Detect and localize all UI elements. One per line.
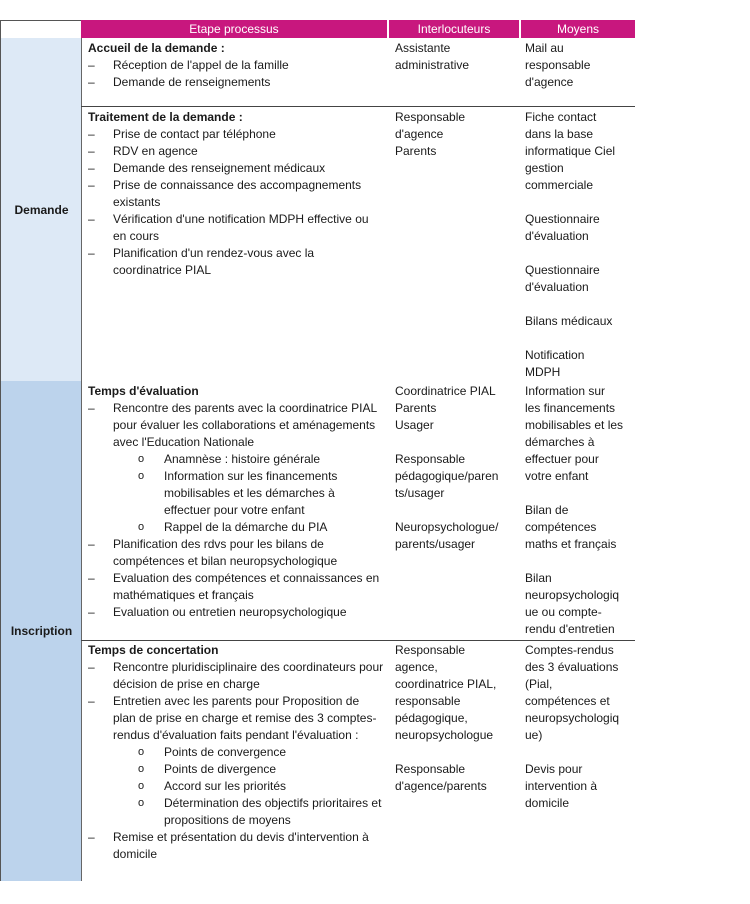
sub-list-item: o Information sur les financements mobilisables et les démarches à effectuer pour votre enfant — [88, 468, 384, 519]
text-line: gestion — [525, 161, 564, 175]
section-title-evaluation: Temps d'évaluation — [88, 384, 199, 398]
text-line: neuropsychologue — [395, 728, 494, 742]
row-traitement-etape — [88, 109, 384, 279]
text-line: MDPH — [525, 365, 561, 379]
text-line: neuropsychologiq — [525, 711, 620, 725]
text-line: coordinatrice PIAL, — [395, 677, 497, 691]
text-line: maths et français — [525, 537, 617, 551]
text-line: neuropsychologiq — [525, 588, 620, 602]
text-line: d'agence — [525, 75, 574, 89]
text-line: ue ou compte- — [525, 605, 602, 619]
text-line: Coordinatrice PIAL — [395, 384, 496, 398]
spacer — [395, 502, 517, 519]
text-line: d'évaluation — [525, 229, 589, 243]
category-demande: Demande — [0, 38, 82, 381]
text-line: informatique Ciel — [525, 144, 616, 158]
section-title-traitement: Traitement de la demande : — [88, 110, 243, 124]
text-line: pédagogique/paren — [395, 469, 499, 483]
list-item: – Prise de connaissance des accompagnements existants — [88, 177, 384, 211]
text-line: responsable — [525, 58, 591, 72]
spacer — [525, 245, 631, 262]
row-traitement-moyens — [525, 109, 631, 381]
spacer — [525, 296, 631, 313]
list-item: – Planification des rdvs pour les bilans de compétences et bilan neuropsychologique — [88, 536, 384, 570]
row-accueil-etape — [88, 40, 384, 91]
text-line: domicile — [525, 796, 570, 810]
row-separator — [81, 106, 635, 107]
text-line: compétences et — [525, 694, 610, 708]
text-line: d'évaluation — [525, 280, 589, 294]
spacer — [525, 553, 631, 570]
row-separator — [81, 640, 635, 641]
text-line: Questionnaire — [525, 263, 600, 277]
text-line: administrative — [395, 58, 470, 72]
text-line: Responsable — [395, 110, 466, 124]
text-line: Bilan — [525, 571, 552, 585]
text-line: Responsable — [395, 452, 466, 466]
text-line: Questionnaire — [525, 212, 600, 226]
row-concertation-moyens — [525, 642, 631, 812]
row-accueil-moyens — [525, 40, 631, 91]
spacer — [525, 330, 631, 347]
list-item: – Planification d'un rendez-vous avec la coordinatrice PIAL — [88, 245, 384, 279]
text-line: effectuer pour — [525, 452, 599, 466]
text-line: Responsable — [395, 643, 466, 657]
header-etape-processus: Etape processus — [81, 20, 387, 38]
list-item: – Vérification d'une notification MDPH effective ou en cours — [88, 211, 384, 245]
list-item: – Evaluation des compétences et connaissances en mathématiques et français — [88, 570, 384, 604]
evaluation-sublist — [88, 451, 384, 536]
text-line: des 3 évaluations — [525, 660, 619, 674]
text-line: Assistante — [395, 41, 451, 55]
text-line: Fiche contact — [525, 110, 597, 124]
list-item — [88, 400, 384, 536]
sub-list-item: o Rappel de la démarche du PIA — [88, 519, 384, 536]
list-item: – Demande des renseignement médicaux — [88, 160, 384, 177]
list-item: – Demande de renseignements — [88, 74, 384, 91]
evaluation-list — [88, 400, 384, 621]
list-item: – Prise de contact par téléphone — [88, 126, 384, 143]
text-line: rendu d'entretien — [525, 622, 615, 636]
row-concertation-interlocuteurs — [395, 642, 517, 795]
spacer — [525, 744, 631, 761]
spacer — [395, 434, 517, 451]
text-line: intervention à — [525, 779, 598, 793]
text-line: Devis pour — [525, 762, 583, 776]
text-line: agence, — [395, 660, 438, 674]
text-line: d'agence/parents — [395, 779, 487, 793]
text-line: les financements — [525, 401, 616, 415]
list-item: – Evaluation ou entretien neuropsychologique — [88, 604, 384, 621]
sub-list-item: o Points de divergence — [88, 761, 384, 778]
header-interlocuteurs: Interlocuteurs — [389, 20, 519, 38]
concertation-list — [88, 659, 384, 863]
text-line: Responsable — [395, 762, 466, 776]
text-line: parents/usager — [395, 537, 476, 551]
text-line: Usager — [395, 418, 434, 432]
section-title-concertation: Temps de concertation — [88, 643, 219, 657]
category-inscription: Inscription — [0, 381, 82, 881]
text-line: pédagogique, — [395, 711, 468, 725]
list-item-text: Entretien avec les parents pour Proposition de plan de prise en charge et remise des 3 comptes-rendus d'évaluation faits pendant l'évaluation : — [113, 694, 377, 742]
text-line: d'agence — [395, 127, 444, 141]
text-line: Neuropsychologue/ — [395, 520, 499, 534]
traitement-list — [88, 126, 384, 279]
row-evaluation-interlocuteurs — [395, 383, 517, 553]
spacer — [525, 194, 631, 211]
text-line: Parents — [395, 144, 437, 158]
text-line: ts/usager — [395, 486, 445, 500]
sub-list-item: o Accord sur les priorités — [88, 778, 384, 795]
list-item: – Remise et présentation du devis d'intervention à domicile — [88, 829, 384, 863]
text-line: mobilisables et les — [525, 418, 624, 432]
text-line: Notification — [525, 348, 585, 362]
text-line: ue) — [525, 728, 543, 742]
row-evaluation-etape — [88, 383, 384, 621]
header-blank-cell — [0, 20, 82, 39]
text-line: commerciale — [525, 178, 594, 192]
column-divider — [81, 38, 82, 881]
section-title-accueil: Accueil de la demande : — [88, 41, 225, 55]
concertation-sublist — [88, 744, 384, 829]
sub-list-item: o Points de convergence — [88, 744, 384, 761]
sub-list-item: o Anamnèse : histoire générale — [88, 451, 384, 468]
text-line: Parents — [395, 401, 437, 415]
text-line: Comptes-rendus — [525, 643, 614, 657]
text-line: démarches à — [525, 435, 595, 449]
accueil-list — [88, 57, 384, 91]
text-line: Mail au — [525, 41, 564, 55]
text-line: (Pial, — [525, 677, 553, 691]
header-moyens: Moyens — [521, 20, 635, 38]
row-accueil-interlocuteurs — [395, 40, 517, 74]
list-item — [88, 693, 384, 829]
text-line: Bilan de — [525, 503, 569, 517]
text-line: votre enfant — [525, 469, 589, 483]
text-line: compétences — [525, 520, 597, 534]
list-item-text: Rencontre des parents avec la coordinatrice PIAL pour évaluer les collaborations et aménagements avec l'Education Nationale — [113, 401, 377, 449]
list-item: – RDV en agence — [88, 143, 384, 160]
text-line: responsable — [395, 694, 461, 708]
row-concertation-etape — [88, 642, 384, 863]
row-traitement-interlocuteurs — [395, 109, 517, 160]
spacer — [395, 744, 517, 761]
text-line: Bilans médicaux — [525, 314, 613, 328]
sub-list-item: o Détermination des objectifs prioritaires et propositions de moyens — [88, 795, 384, 829]
list-item: – Rencontre pluridisciplinaire des coordinateurs pour décision de prise en charge — [88, 659, 384, 693]
list-item: – Réception de l'appel de la famille — [88, 57, 384, 74]
spacer — [525, 485, 631, 502]
text-line: Information sur — [525, 384, 606, 398]
text-line: dans la base — [525, 127, 594, 141]
row-evaluation-moyens — [525, 383, 631, 638]
